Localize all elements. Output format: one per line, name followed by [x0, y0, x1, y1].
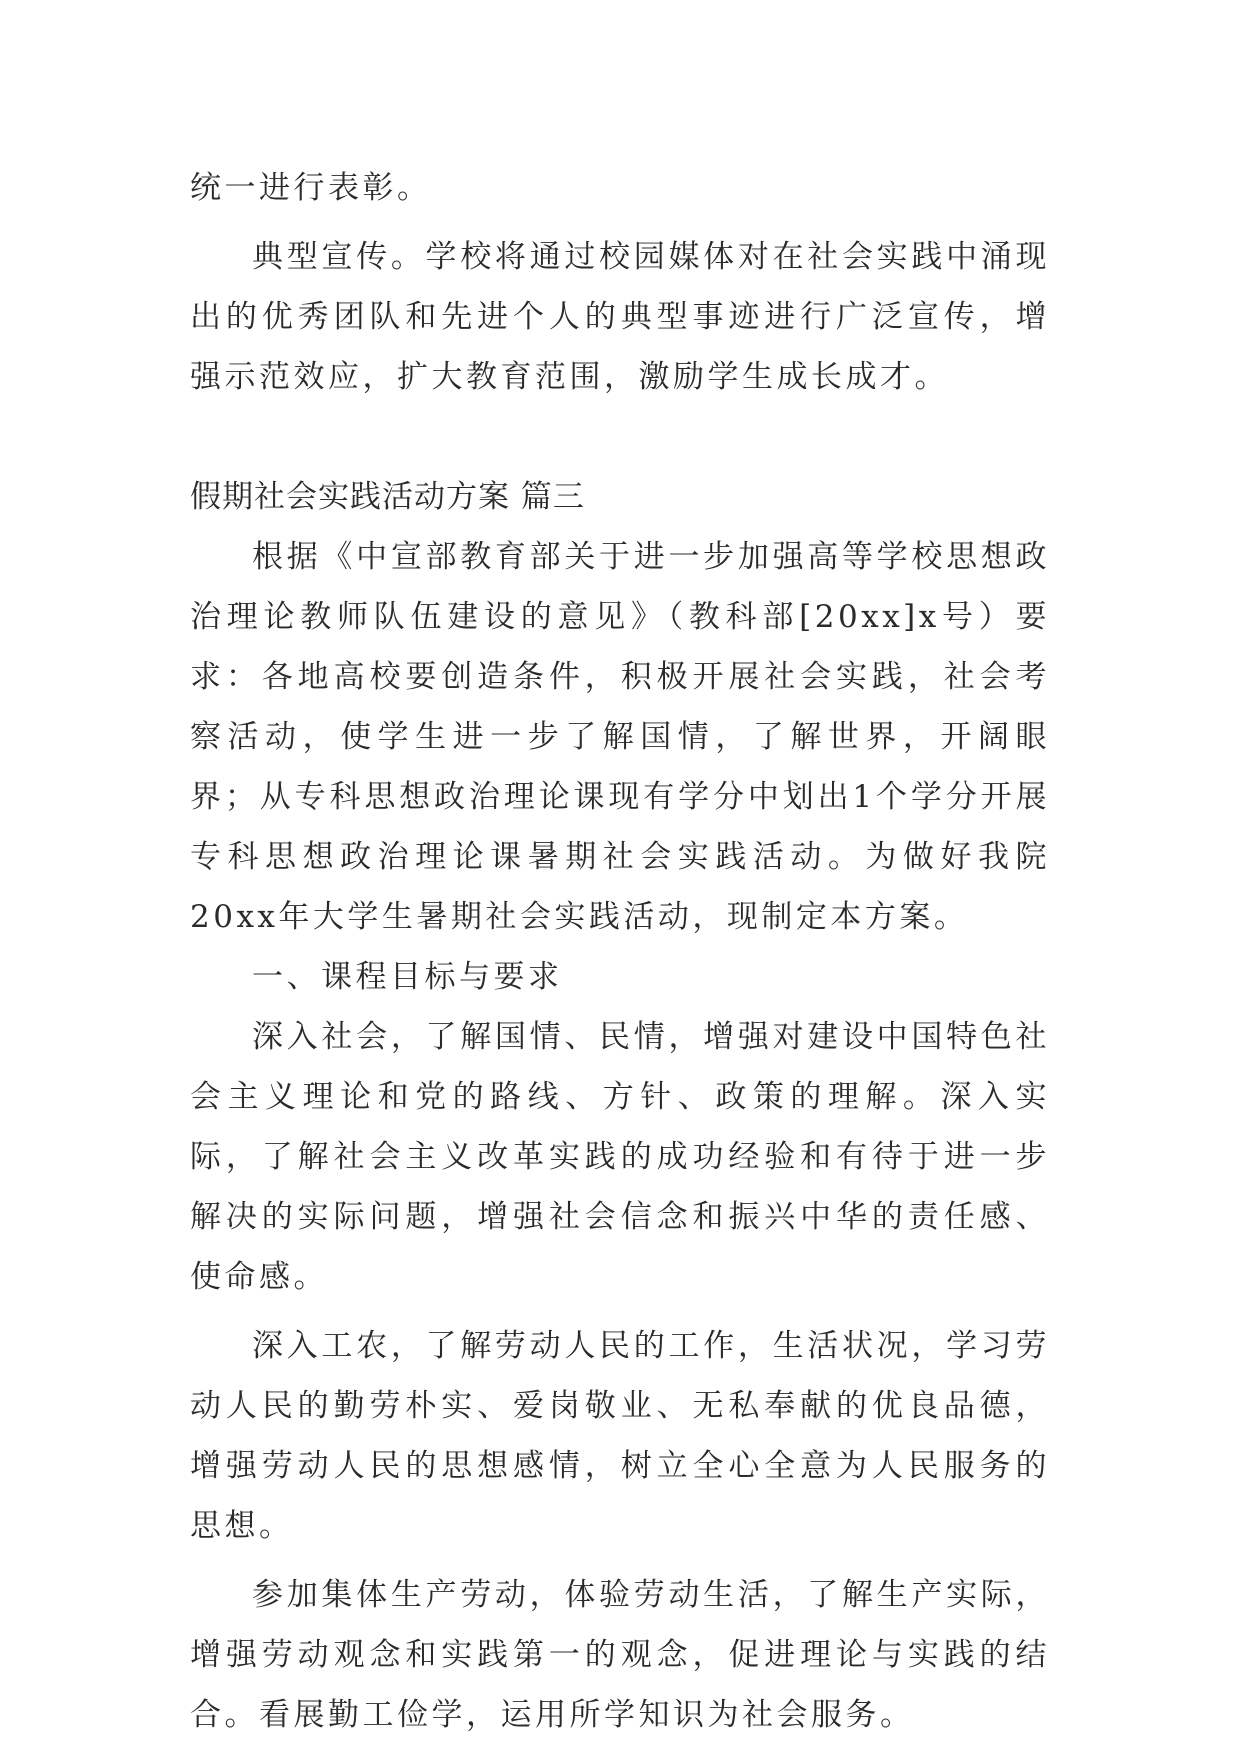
document-body [190, 158, 1050, 1745]
paragraph-society: 深入社会，了解国情、民情，增强对建设中国特色社会主义理论和党的路线、方针、政策的理解。深入实际，了解社会主义改革实践的成功经验和有待于进一步解决的实际问题，增强社会信念和振兴中华的责任感、使命感。 [190, 1019, 1050, 1295]
subheading-goals: 一、课程目标与要求 [252, 959, 563, 995]
section-heading: 假期社会实践活动方案 篇三 [190, 479, 585, 515]
paragraph-basis: 根据《中宣部教育部关于进一步加强高等学校思想政治理论教师队伍建设的意见》（教科部[20xx]x号）要求：各地高校要创造条件，积极开展社会实践，社会考察活动，使学生进一步了解国情，了解世界，开阔眼界；从专科思想政治理论课现有学分中划出1个学分开展专科思想政治理论课暑期社会实践活动。为做好我院20xx年大学生暑期社会实践活动，现制定本方案。 [190, 539, 1050, 935]
paragraph-publicity: 典型宣传。学校将通过校园媒体对在社会实践中涌现出的优秀团队和先进个人的典型事迹进行广泛宣传，增强示范效应，扩大教育范围，激励学生成长成才。 [190, 239, 1050, 395]
paragraph-workers: 深入工农，了解劳动人民的工作，生活状况，学习劳动人民的勤劳朴实、爱岗敬业、无私奉献的优良品德，增强劳动人民的思想感情，树立全心全意为人民服务的思想。 [190, 1328, 1050, 1544]
paragraph-labor: 参加集体生产劳动，体验劳动生活，了解生产实际，增强劳动观念和实践第一的观念，促进理论与实践的结合。看展勤工俭学，运用所学知识为社会服务。 [190, 1577, 1050, 1733]
paragraph-commendation-end: 统一进行表彰。 [190, 170, 432, 206]
